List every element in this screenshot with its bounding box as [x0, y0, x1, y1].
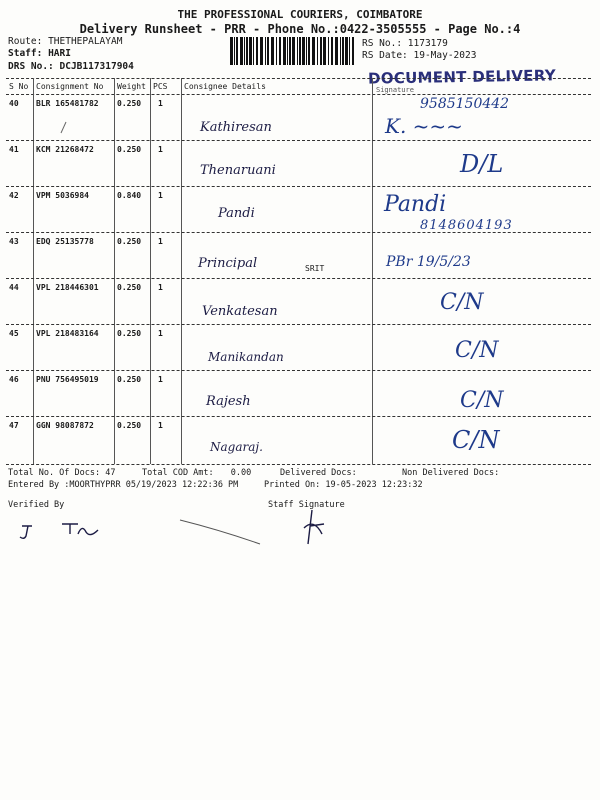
row-weight: 0.250: [117, 283, 142, 292]
row-signature: K. ~~~: [385, 114, 463, 138]
row-pcs: 1: [158, 283, 163, 292]
total-docs-value: 47: [105, 468, 116, 478]
barcode-bar: [246, 37, 248, 65]
barcode-bar: [340, 37, 341, 65]
barcode-bar: [292, 37, 295, 65]
barcode-bar: [317, 37, 318, 65]
row-phone: 9585150442: [420, 96, 510, 112]
barcode-bar: [308, 37, 310, 65]
barcode-bar: [234, 37, 235, 65]
document-delivery-stamp: DOCUMENT DELIVERY: [367, 66, 557, 88]
row-rule: [6, 186, 591, 187]
barcode-image: [230, 37, 356, 65]
barcode-bar: [236, 37, 238, 65]
barcode-bar: [267, 37, 269, 65]
barcode-bar: [297, 37, 298, 65]
col-header-pcs: PCS: [153, 82, 168, 91]
col-divider: [181, 78, 182, 464]
verifier-signature-scribble: [20, 510, 280, 550]
table-top-rule: [6, 78, 591, 79]
col-header-consignment: Consignment No: [36, 82, 104, 91]
row-consignment: VPM 5036984: [36, 191, 89, 200]
row-pcs: 1: [158, 375, 163, 384]
drs-value: DCJB117317904: [59, 61, 134, 72]
row-rule: [6, 370, 591, 371]
barcode-bar: [260, 37, 263, 65]
row-consignee: Nagaraj.: [210, 440, 263, 454]
verified-by-label: Verified By: [8, 500, 65, 510]
row-pcs: 1: [158, 329, 163, 338]
col-header-consignee: Consignee Details: [184, 82, 266, 91]
barcode-bar: [271, 37, 274, 65]
row-sno: 44: [9, 283, 19, 292]
barcode-bar: [283, 37, 286, 65]
staff-label: Staff:: [8, 48, 43, 59]
row-consignee: Venkatesan: [202, 304, 278, 319]
row-consignment: VPL 218446301: [36, 283, 99, 292]
barcode-bar: [342, 37, 344, 65]
barcode-bar: [230, 37, 233, 65]
barcode-bar: [299, 37, 301, 65]
row-consignment: EDQ 25135778: [36, 237, 94, 246]
row-sno: 41: [9, 145, 19, 154]
total-cod: [142, 468, 251, 478]
row-pcs: 1: [158, 99, 163, 108]
table-header-rule: [6, 94, 591, 95]
barcode-bar: [345, 37, 348, 65]
col-divider: [114, 78, 115, 464]
row-sno: 45: [9, 329, 19, 338]
row-signature: C/N: [452, 426, 500, 454]
row-signature: C/N: [455, 338, 499, 363]
barcode-bar: [289, 37, 291, 65]
row-signature: PBr 19/5/23: [386, 254, 471, 270]
route-value: THETHEPALAYAM: [48, 36, 123, 47]
row-pcs: 1: [158, 191, 163, 200]
route-field: [8, 36, 122, 47]
staff-field: [8, 48, 71, 59]
row-pcs: 1: [158, 421, 163, 430]
barcode-bar: [328, 37, 329, 65]
total-docs-label: Total No. Of Docs:: [8, 468, 101, 478]
company-title: THE PROFESSIONAL COURIERS, COIMBATORE: [177, 8, 423, 21]
row-weight: 0.250: [117, 421, 142, 430]
drs-label: DRS No.:: [8, 61, 54, 72]
row-sno: 46: [9, 375, 19, 384]
row-weight: 0.250: [117, 375, 142, 384]
row-consignee: Manikandan: [208, 350, 284, 364]
runsheet-subtitle: Delivery Runsheet - PRR - Phone No.:0422-3505555 - Page No.:4: [79, 22, 521, 36]
rs-date-field: [362, 50, 476, 61]
barcode-bar: [352, 37, 354, 65]
printed-on: Printed On: 19-05-2023 12:23:32: [264, 480, 423, 490]
rs-no-label: RS No.:: [362, 38, 403, 49]
barcode-bar: [279, 37, 281, 65]
barcode-bar: [265, 37, 266, 65]
barcode-bar: [306, 37, 307, 65]
table-bottom-rule: [6, 464, 591, 465]
row-consignee: Thenaruani: [200, 163, 276, 178]
rs-no-field: [362, 38, 448, 49]
row-pcs: 1: [158, 237, 163, 246]
barcode-bar: [256, 37, 258, 65]
barcode-bar: [349, 37, 350, 65]
row-consignment: BLR 165481782: [36, 99, 99, 108]
col-header-weight: Weight: [117, 82, 146, 91]
barcode-bar: [253, 37, 254, 65]
barcode-bar: [320, 37, 322, 65]
route-label: Route:: [8, 36, 43, 47]
col-header-sno: S No: [9, 82, 29, 91]
barcode-bar: [287, 37, 288, 65]
delivered-docs-label: Delivered Docs:: [280, 468, 357, 478]
row-weight: 0.250: [117, 99, 142, 108]
col-divider: [33, 78, 34, 464]
total-cod-value: 0.00: [230, 468, 252, 478]
row-rule: [6, 278, 591, 279]
barcode-bar: [240, 37, 243, 65]
barcode-bar: [335, 37, 338, 65]
row-signature: D/L: [460, 150, 504, 178]
row-consignee: Kathiresan: [200, 120, 272, 135]
staff-signature-scribble: [300, 508, 330, 548]
row-pcs: 1: [158, 145, 163, 154]
row-consignee: Rajesh: [206, 394, 251, 409]
row-signature: C/N: [440, 290, 484, 315]
col-divider: [372, 78, 373, 464]
barcode-bar: [312, 37, 315, 65]
row-signature: Pandi: [384, 192, 447, 217]
total-docs: [8, 468, 116, 478]
row-rule: [6, 140, 591, 141]
row-consignee: Principal: [198, 256, 258, 271]
rs-date-value: 19-May-2023: [413, 50, 477, 61]
row-weight: 0.250: [117, 237, 142, 246]
col-header-signature: Signature: [376, 86, 414, 94]
barcode-bar: [244, 37, 245, 65]
row-consignee: Pandi: [218, 206, 255, 221]
rs-date-label: RS Date:: [362, 50, 408, 61]
row-consignment: PNU 756495019: [36, 375, 99, 384]
row-consignment: VPL 218483164: [36, 329, 99, 338]
barcode-bar: [249, 37, 252, 65]
barcode-bar: [331, 37, 333, 65]
row-weight: 0.840: [117, 191, 142, 200]
pen-mark: [60, 122, 68, 134]
row-sno: 47: [9, 421, 19, 430]
rs-no-value: 1173179: [407, 38, 448, 49]
total-cod-label: Total COD Amt:: [142, 468, 214, 478]
row-weight: 0.250: [117, 145, 142, 154]
barcode-bar: [302, 37, 305, 65]
row-phone: 8148604193: [420, 218, 513, 233]
row-sno: 43: [9, 237, 19, 246]
barcode-bar: [276, 37, 277, 65]
row-sno: 42: [9, 191, 19, 200]
row-rule: [6, 324, 591, 325]
barcode-bar: [323, 37, 326, 65]
row-signature: C/N: [460, 388, 504, 413]
staff-signature-label: Staff Signature: [268, 500, 345, 510]
non-delivered-docs-label: Non Delivered Docs:: [402, 468, 500, 478]
col-divider: [150, 78, 151, 464]
row-weight: 0.250: [117, 329, 142, 338]
row-sno: 40: [9, 99, 19, 108]
row-consignee-extra: SRIT: [305, 264, 325, 273]
row-consignment: KCM 21268472: [36, 145, 94, 154]
staff-value: HARI: [48, 48, 71, 59]
entered-by: Entered By :MOORTHYPRR 05/19/2023 12:22:36 PM: [8, 480, 239, 490]
drs-field: [8, 61, 134, 72]
row-consignment: GGN 98087872: [36, 421, 94, 430]
row-rule: [6, 416, 591, 417]
